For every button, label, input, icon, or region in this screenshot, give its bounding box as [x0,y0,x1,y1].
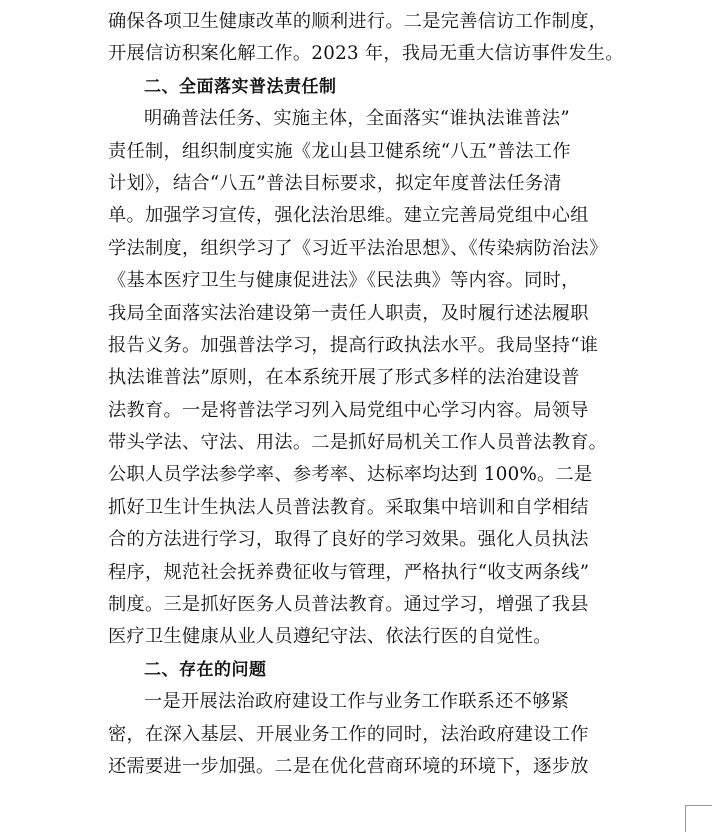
paragraph-line: 我局全面落实法治建设第一责任人职责，及时履行述法履职 [108,302,589,324]
paragraph-line: 开展信访积案化解工作。2023 年，我局无重大信访事件发生。 [108,43,624,65]
paragraph-line: 执法谁普法”原则，在本系统开展了形式多样的法治建设普 [108,367,580,389]
paragraph-line: 抓好卫生计生执法人员普法教育。采取集中培训和自学相结 [108,496,589,518]
paragraph-line: 医疗卫生健康从业人员遵纪守法、依法行医的自觉性。 [108,626,552,648]
paragraph-line: 学法制度，组织学习了《习近平法治思想》、《传染病防治法》 [108,237,608,259]
paragraph-line: 制度。三是抓好医务人员普法教育。通过学习，增强了我县 [108,594,589,616]
paragraph-line: 责任制，组织制度实施《龙山县卫健系统“八五”普法工作 [108,140,571,162]
page-corner-mark [685,805,712,832]
section-heading: 二、全面落实普法责任制 [144,76,337,97]
paragraph-line: 密，在深入基层、开展业务工作的同时，法治政府建设工作 [108,723,589,745]
paragraph-line: 单。加强学习宣传，强化法治思维。建立完善局党组中心组 [108,205,589,227]
paragraph-line: 确保各项卫生健康改革的顺利进行。二是完善信访工作制度， [108,11,608,32]
paragraph-line: 合的方法进行学习，取得了良好的学习效果。强化人员执法 [108,529,589,551]
paragraph-line: 程序，规范社会抚养费征收与管理，严格执行“收支两条线” [108,561,590,583]
paragraph-line: 一是开展法治政府建设工作与业务工作联系还不够紧 [144,691,570,713]
paragraph-line: 报告义务。加强普法学习，提高行政执法水平。我局坚持“谁 [108,334,599,356]
document-body [108,6,624,783]
section-heading: 二、存在的问题 [144,659,267,680]
paragraph-line: 明确普法任务、实施主体，全面落实“谁执法谁普法” [144,108,570,130]
paragraph-line: 带头学法、守法、用法。二是抓好局机关工作人员普法教育。 [108,432,608,454]
paragraph-line: 计划》，结合“八五”普法目标要求，拟定年度普法任务清 [108,172,562,194]
paragraph-line: 公职人员学法参学率、参考率、达标率均达到 100%。二是 [108,464,593,486]
paragraph-line: 还需要进一步加强。二是在优化营商环境的环境下，逐步放 [108,755,589,777]
paragraph-line: 法教育。一是将普法学习列入局党组中心学习内容。局领导 [108,399,589,421]
paragraph-line: 《基本医疗卫生与健康促进法》《民法典》等内容。同时， [108,270,580,292]
